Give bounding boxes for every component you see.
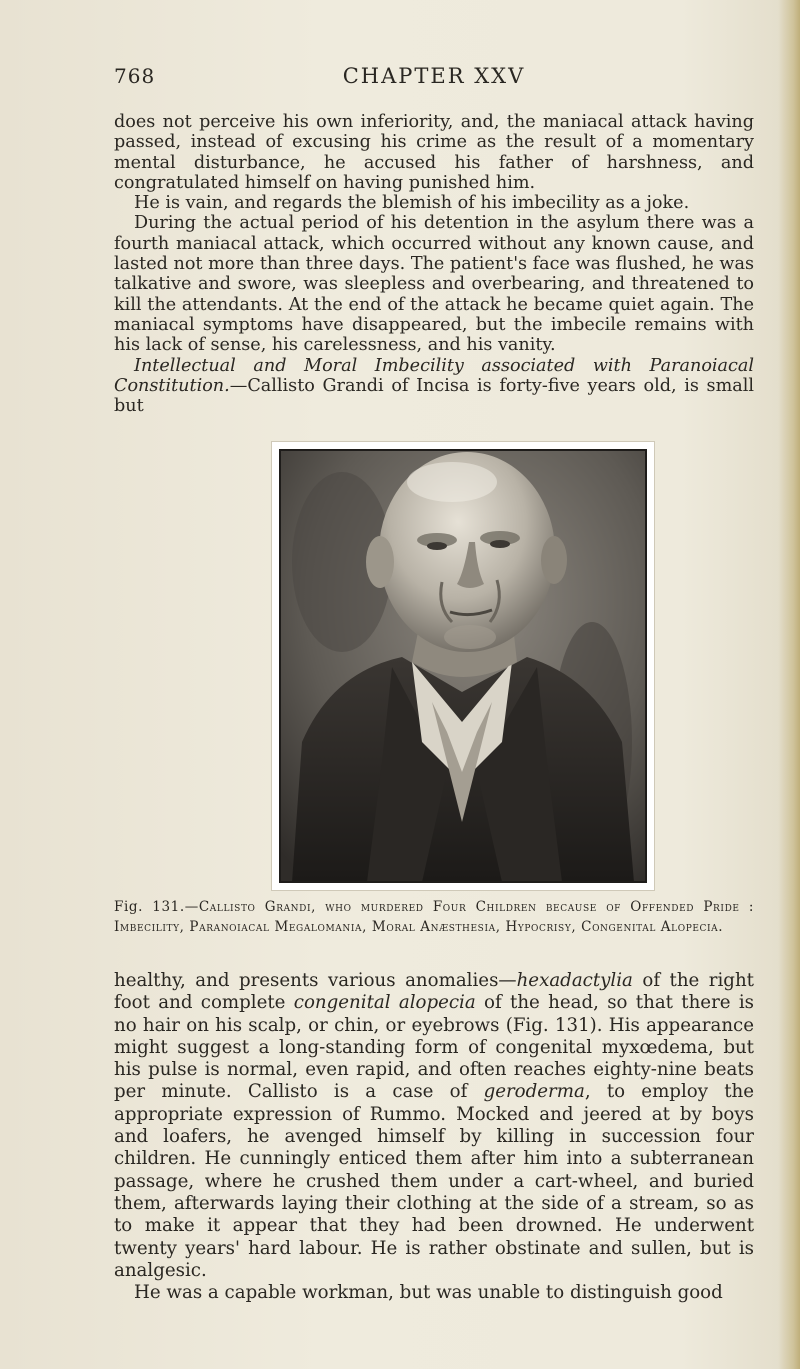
paragraph: During the actual period of his detention in the asylum there was a fourth maniacal attack, which occurred without any known cause, and lasted not more than three days. The patient's face was flushed, he was talkative and swore, was sleepless and overbearing, and threatened to kill the attendants. At the end of the attack he became quiet again. The maniacal symptoms have disappeared, but the imbecile remains with his lack of sense, his carelessness, and his vanity. xyxy=(114,213,754,356)
page-edge xyxy=(778,0,800,1369)
paragraph: He was a capable workman, but was unable to distinguish good xyxy=(134,1282,723,1304)
italic-term: congenital alopecia xyxy=(293,992,476,1014)
figure-label: Fig. 131. xyxy=(114,899,185,915)
lower-text-block xyxy=(114,970,754,1304)
paragraph xyxy=(114,970,754,1282)
text-run: , to employ the appropriate expression of Rummo. Mocked and jeered at by boys and loafers, he avenged himself by killing in succession four children. He cunningly enticed them after him into a subterranean passage, where he crushed them under a cart-wheel, and buried them, afterwards laying their clothing at the side of a stream, so as to make it appear that they had been drowned. He underwent twenty years' hard labour. He is rather obstinate and sullen, but is analgesic. xyxy=(114,1081,754,1281)
paragraph: He is vain, and regards the blemish of his imbecility as a joke. xyxy=(134,193,690,214)
paragraph: does not perceive his own inferiority, and, the maniacal attack having passed, instead of excusing his crime as the result of a momentary mental disturbance, he accused his father of harshness, and congratulated himself on having punished him. xyxy=(114,112,754,193)
figure-caption xyxy=(114,897,754,937)
paragraph-section xyxy=(114,356,754,417)
page-number: 768 xyxy=(114,64,156,88)
text-run: of the right foot and complete xyxy=(114,970,754,1014)
running-head xyxy=(114,64,754,94)
text-run: healthy, and presents various anomalies— xyxy=(114,970,517,991)
portrait-figure xyxy=(271,441,655,891)
upper-text-block xyxy=(114,112,754,416)
chapter-title: CHAPTER XXV xyxy=(342,64,526,88)
section-heading: Intellectual and Moral Imbecility associated with Paranoiacal Constitution. xyxy=(114,355,754,396)
caption-text: —Callisto Grandi, who murdered Four Children because of Offended Pride : Imbecility, Paranoiacal Megalomania, Moral Anæsthesia, Hypocrisy, Congenital Alopecia. xyxy=(114,899,754,935)
italic-term: hexadactylia xyxy=(516,970,633,991)
text-run: of the head, so that there is no hair on his scalp, or chin, or eyebrows (Fig. 131). His appearance might suggest a long-standing form of congenital myxœdema, but his pulse is normal, even rapid, and often reaches eighty-nine beats per minute. Callisto is a case of xyxy=(114,992,754,1103)
section-text: —Callisto Grandi of Incisa is forty-five years old, is small but xyxy=(114,375,754,417)
italic-term: geroderma xyxy=(483,1081,585,1103)
portrait-photo xyxy=(272,442,654,890)
